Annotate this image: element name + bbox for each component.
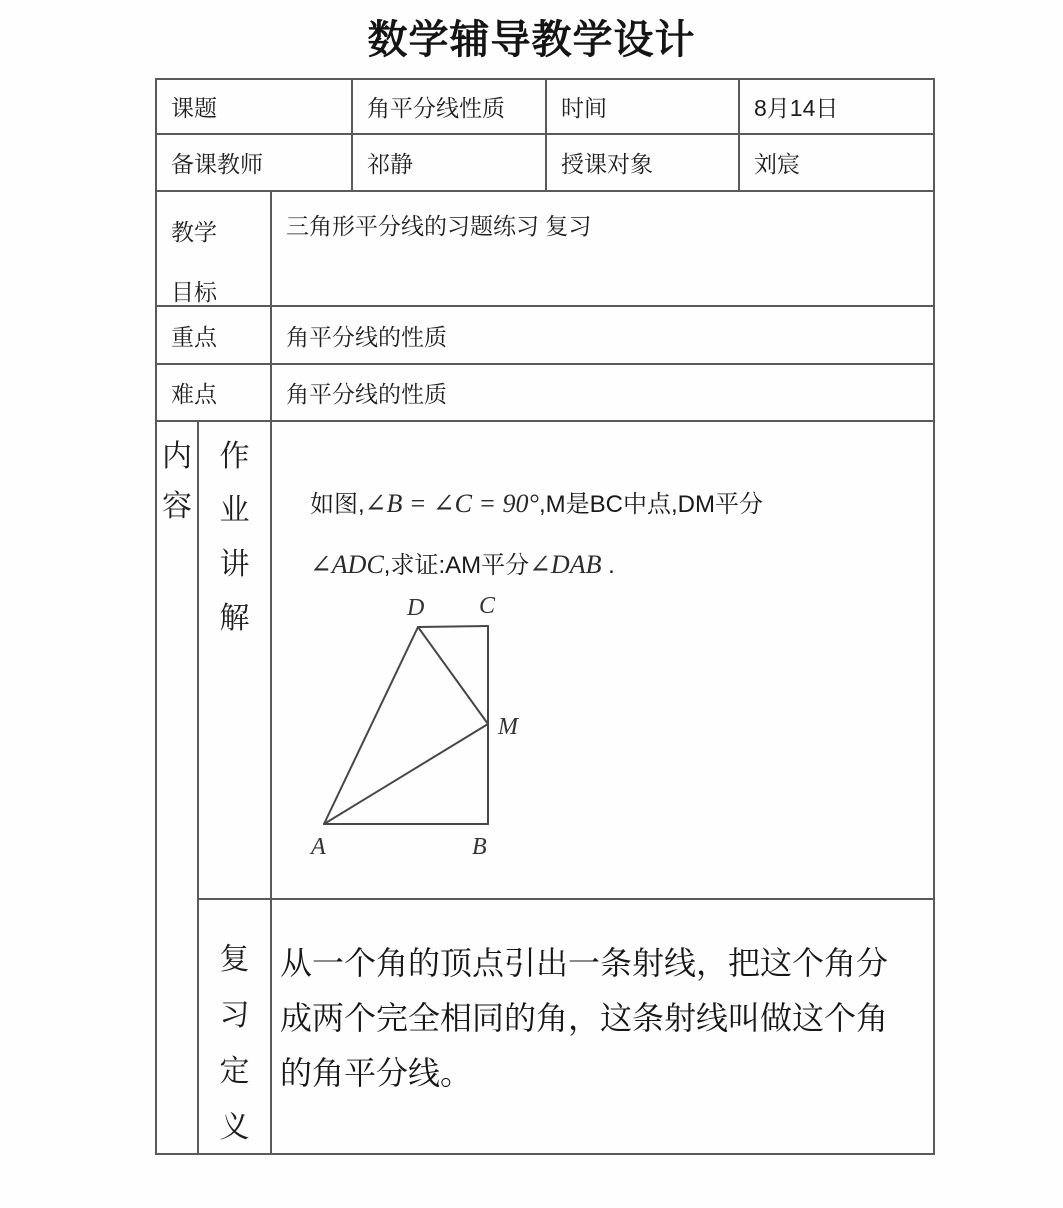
- definition-text: 从一个角的顶点引出一条射线，把这个角分成两个完全相同的角，这条射线叫做这个角的角平分线。: [280, 945, 889, 1091]
- segment-DC: [418, 626, 488, 627]
- student-label: 授课对象: [561, 151, 653, 177]
- teacher-label: 备课教师: [171, 151, 263, 177]
- objective-value: 三角形平分线的习题练习 复习: [286, 213, 592, 239]
- teacher-value: 祁静: [367, 151, 413, 177]
- objective-label-cell: [156, 191, 271, 306]
- review-content-cell: [271, 899, 934, 1154]
- topic-label: 课题: [171, 95, 217, 121]
- math-expression: ∠ADC: [310, 550, 384, 579]
- problem-statement: [310, 474, 763, 596]
- problem-line-1: 如图,∠B = ∠C = 90°,M是BC中点,DM平分: [310, 489, 763, 518]
- time-label: 时间: [561, 95, 607, 121]
- homework-label: 作业讲解: [219, 440, 250, 635]
- content-section-label: 内容: [162, 440, 192, 523]
- point-label-C: C: [479, 593, 496, 619]
- student-value: 刘宸: [754, 151, 800, 177]
- difficulty-value-cell: [271, 364, 934, 421]
- student-label-cell: [546, 134, 739, 191]
- point-label-A: A: [311, 834, 326, 860]
- topic-value: 角平分线性质: [367, 95, 505, 121]
- lesson-plan-table: [155, 78, 935, 1155]
- point-label-B: B: [472, 834, 487, 860]
- point-label-D: D: [407, 595, 425, 621]
- point-label-M: M: [498, 714, 518, 740]
- student-value-cell: [739, 134, 934, 191]
- segment-DM: [418, 627, 488, 724]
- problem-line-2: ∠ADC,求证:AM平分∠DAB .: [310, 550, 615, 579]
- homework-label-cell: [198, 421, 271, 899]
- topic-value-cell: [352, 79, 546, 134]
- page-title: 数学辅导教学设计: [367, 18, 696, 62]
- objective-label: 教学目标: [171, 219, 217, 305]
- time-value: 8月14日: [754, 95, 839, 121]
- content-section-label-cell: [156, 421, 198, 1154]
- key-point-value: 角平分线的性质: [286, 323, 447, 350]
- review-label: 复习定义: [219, 943, 250, 1144]
- review-label-cell: [198, 899, 271, 1154]
- key-point-label: 重点: [171, 323, 217, 350]
- objective-value-cell: [271, 191, 934, 306]
- difficulty-label-cell: [156, 364, 271, 421]
- time-label-cell: [546, 79, 739, 134]
- math-expression: ∠B = ∠C = 90°: [364, 489, 539, 518]
- key-point-label-cell: [156, 306, 271, 364]
- teacher-value-cell: [352, 134, 546, 191]
- topic-label-cell: [156, 79, 352, 134]
- time-value-cell: [739, 79, 934, 134]
- geometry-figure: [297, 582, 547, 882]
- math-expression: ∠DAB: [529, 550, 602, 579]
- key-point-value-cell: [271, 306, 934, 364]
- homework-content-cell: [271, 421, 934, 899]
- difficulty-label: 难点: [171, 381, 217, 407]
- teacher-label-cell: [156, 134, 352, 191]
- difficulty-value: 角平分线的性质: [286, 381, 447, 407]
